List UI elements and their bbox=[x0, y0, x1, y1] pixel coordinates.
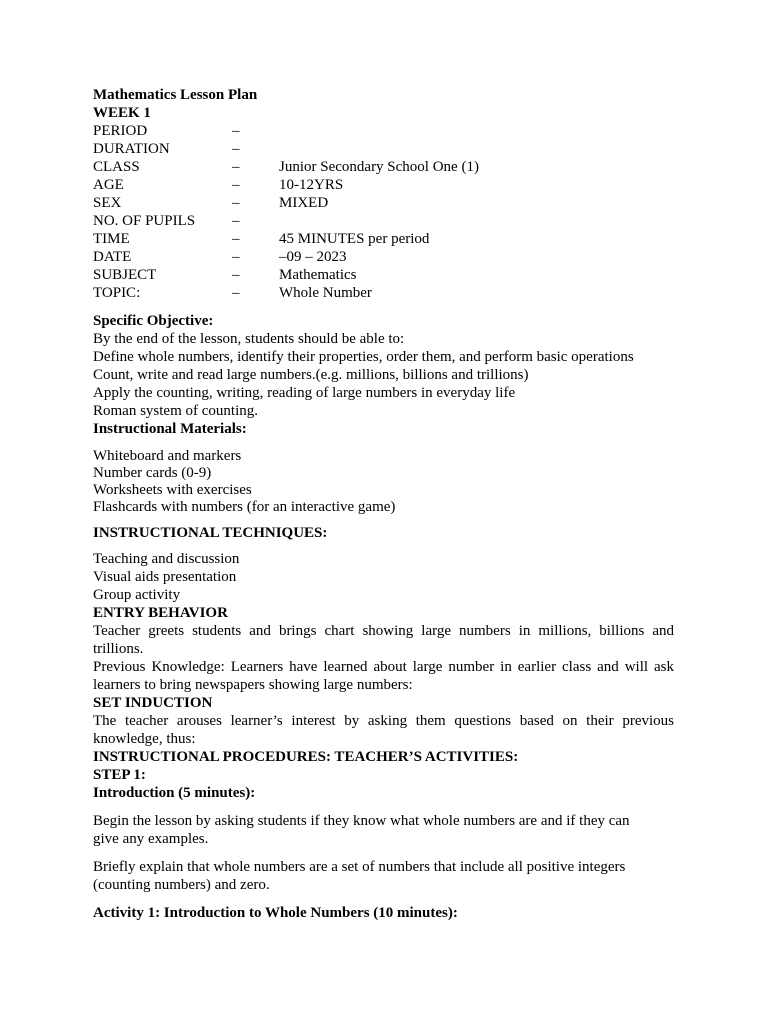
document-page bbox=[93, 86, 674, 922]
objective-line: By the end of the lesson, students should be able to: bbox=[93, 331, 405, 347]
meta-row-class bbox=[93, 158, 674, 176]
meta-row-subject bbox=[93, 266, 674, 284]
objective-line: Roman system of counting. bbox=[93, 403, 258, 419]
meta-value: –09 – 2023 bbox=[279, 249, 347, 265]
meta-dash: – bbox=[232, 177, 240, 193]
meta-row-topic bbox=[93, 284, 674, 302]
meta-value bbox=[279, 122, 674, 140]
list-item: Whiteboard and markers bbox=[93, 448, 242, 464]
meta-key: PERIOD bbox=[93, 123, 148, 139]
meta-value: 10-12YRS bbox=[279, 177, 344, 193]
objective-heading: Specific Objective: bbox=[93, 313, 214, 329]
materials-heading: Instructional Materials: bbox=[93, 421, 247, 437]
meta-row-date bbox=[93, 248, 674, 266]
lesson-meta-table bbox=[93, 122, 674, 302]
meta-row-pupils bbox=[93, 212, 674, 230]
document-title: Mathematics Lesson Plan bbox=[93, 87, 258, 103]
list-item: Number cards (0-9) bbox=[93, 465, 212, 481]
meta-value bbox=[279, 212, 674, 230]
set-induction-paragraph: The teacher arouses learner’s interest by asking them questions based on their previous knowledge, thus: bbox=[93, 713, 674, 747]
meta-key: AGE bbox=[93, 177, 124, 193]
procedures-heading: INSTRUCTIONAL PROCEDURES: TEACHER’S ACTIVITIES: bbox=[93, 749, 519, 765]
meta-dash: – bbox=[232, 231, 240, 247]
list-item: Teaching and discussion bbox=[93, 551, 240, 567]
step-label: STEP 1: bbox=[93, 767, 146, 783]
meta-value: Mathematics bbox=[279, 267, 357, 283]
whole-numbers-paragraph: Briefly explain that whole numbers are a set of numbers that include all positive integers (counting numbers) and zero. bbox=[93, 859, 626, 893]
activity-heading: Activity 1: Introduction to Whole Numbers (10 minutes): bbox=[93, 905, 458, 921]
materials-list bbox=[93, 448, 674, 516]
meta-key: DATE bbox=[93, 249, 132, 265]
meta-dash: – bbox=[232, 123, 240, 139]
meta-key: NO. OF PUPILS bbox=[93, 213, 196, 229]
meta-row-period bbox=[93, 122, 674, 140]
meta-dash: – bbox=[232, 213, 240, 229]
meta-value: MIXED bbox=[279, 195, 329, 211]
meta-row-sex bbox=[93, 194, 674, 212]
previous-knowledge-paragraph: Previous Knowledge: Learners have learned about large number in earlier class and will ask learners to bring newspapers showing large numbers: bbox=[93, 659, 674, 693]
meta-key: SEX bbox=[93, 195, 122, 211]
techniques-heading: INSTRUCTIONAL TECHNIQUES: bbox=[93, 525, 328, 541]
entry-behavior-heading: ENTRY BEHAVIOR bbox=[93, 605, 228, 621]
meta-dash: – bbox=[232, 141, 240, 157]
meta-key: SUBJECT bbox=[93, 267, 157, 283]
introduction-heading: Introduction (5 minutes): bbox=[93, 785, 256, 801]
meta-key: TOPIC: bbox=[93, 285, 141, 301]
meta-key: TIME bbox=[93, 231, 130, 247]
meta-value bbox=[279, 140, 674, 158]
objective-line: Count, write and read large numbers.(e.g. millions, billions and trillions) bbox=[93, 367, 529, 383]
week-label: WEEK 1 bbox=[93, 105, 151, 121]
meta-row-duration bbox=[93, 140, 674, 158]
meta-dash: – bbox=[232, 267, 240, 283]
meta-value: 45 MINUTES per period bbox=[279, 231, 430, 247]
meta-value: Whole Number bbox=[279, 285, 372, 301]
introduction-paragraph: Begin the lesson by asking students if they know what whole numbers are and if they can give any examples. bbox=[93, 813, 630, 847]
list-item: Group activity bbox=[93, 587, 181, 603]
entry-behavior-paragraph: Teacher greets students and brings chart showing large numbers in millions, billions and trillions. bbox=[93, 623, 674, 657]
meta-row-age bbox=[93, 176, 674, 194]
list-item: Flashcards with numbers (for an interactive game) bbox=[93, 499, 396, 515]
list-item: Worksheets with exercises bbox=[93, 482, 252, 498]
meta-dash: – bbox=[232, 249, 240, 265]
techniques-list bbox=[93, 550, 674, 604]
meta-key: CLASS bbox=[93, 159, 140, 175]
meta-dash: – bbox=[232, 159, 240, 175]
meta-value: Junior Secondary School One (1) bbox=[279, 159, 479, 175]
meta-row-time bbox=[93, 230, 674, 248]
meta-dash: – bbox=[232, 285, 240, 301]
list-item: Visual aids presentation bbox=[93, 569, 237, 585]
meta-key: DURATION bbox=[93, 141, 170, 157]
set-induction-heading: SET INDUCTION bbox=[93, 695, 213, 711]
objective-line: Apply the counting, writing, reading of large numbers in everyday life bbox=[93, 385, 516, 401]
objective-line: Define whole numbers, identify their properties, order them, and perform basic operations bbox=[93, 349, 634, 365]
meta-dash: – bbox=[232, 195, 240, 211]
